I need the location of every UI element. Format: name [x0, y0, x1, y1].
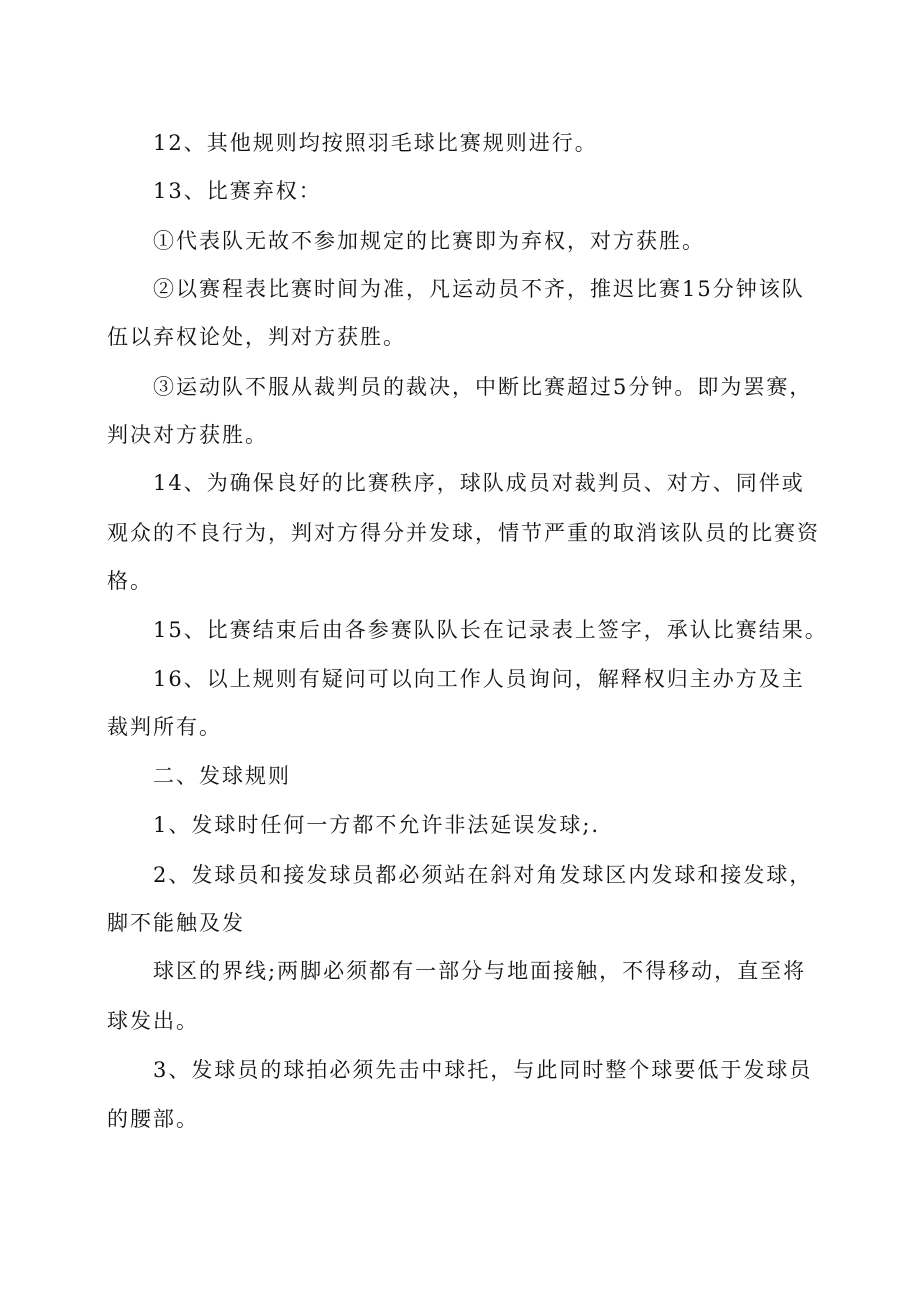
rule-15-text: 15、比赛结束后由各参赛队队长在记录表上签字，承认比赛结果。 — [153, 618, 828, 642]
rule-13-item-2-line-1: ②以赛程表比赛时间为准，凡运动员不齐，推迟比赛15分钟该队 — [153, 277, 805, 301]
rule-12-text: 12、其他规则均按照羽毛球比赛规则进行。 — [153, 131, 598, 155]
section-2-heading: 二、发球规则 — [153, 764, 291, 788]
rule-14-line-3: 格。 — [107, 569, 153, 593]
rule-16-line-2: 裁判所有。 — [107, 715, 222, 739]
serve-rule-3-line-1: 3、发球员的球拍必须先击中球托，与此同时整个球要低于发球员 — [153, 1058, 813, 1082]
rule-13-item-2-line-2: 伍以弃权论处，判对方获胜。 — [107, 325, 406, 349]
serve-rule-2-line-3: 球区的界线;两脚必须都有一部分与地面接触，不得移动，直至将 — [153, 959, 807, 983]
rule-13-item-1: ①代表队无故不参加规定的比赛即为弃权，对方获胜。 — [153, 229, 705, 253]
rule-13-item-3-line-2: 判决对方获胜。 — [107, 423, 268, 447]
serve-rule-2-line-1: 2、发球员和接发球员都必须站在斜对角发球区内发球和接发球， — [153, 863, 813, 887]
rule-13-heading: 13、比赛弃权： — [153, 179, 322, 203]
serve-rule-2-line-2: 脚不能触及发 — [107, 911, 245, 935]
rule-14-line-2: 观众的不良行为，判对方得分并发球，情节严重的取消该队员的比赛资 — [107, 521, 820, 545]
rule-14-line-1: 14、为确保良好的比赛秩序，球队成员对裁判员、对方、同伴或 — [153, 471, 805, 495]
serve-rule-2-line-4: 球发出。 — [107, 1009, 199, 1033]
serve-rule-1: 1、发球时任何一方都不允许非法延误发球;. — [153, 813, 601, 837]
rule-13-item-3-line-1: ③运动队不服从裁判员的裁决，中断比赛超过5分钟。即为罢赛， — [153, 375, 813, 399]
serve-rule-3-line-2: 的腰部。 — [107, 1107, 199, 1131]
rule-16-line-1: 16、以上规则有疑问可以向工作人员询问，解释权归主办方及主 — [153, 667, 805, 691]
